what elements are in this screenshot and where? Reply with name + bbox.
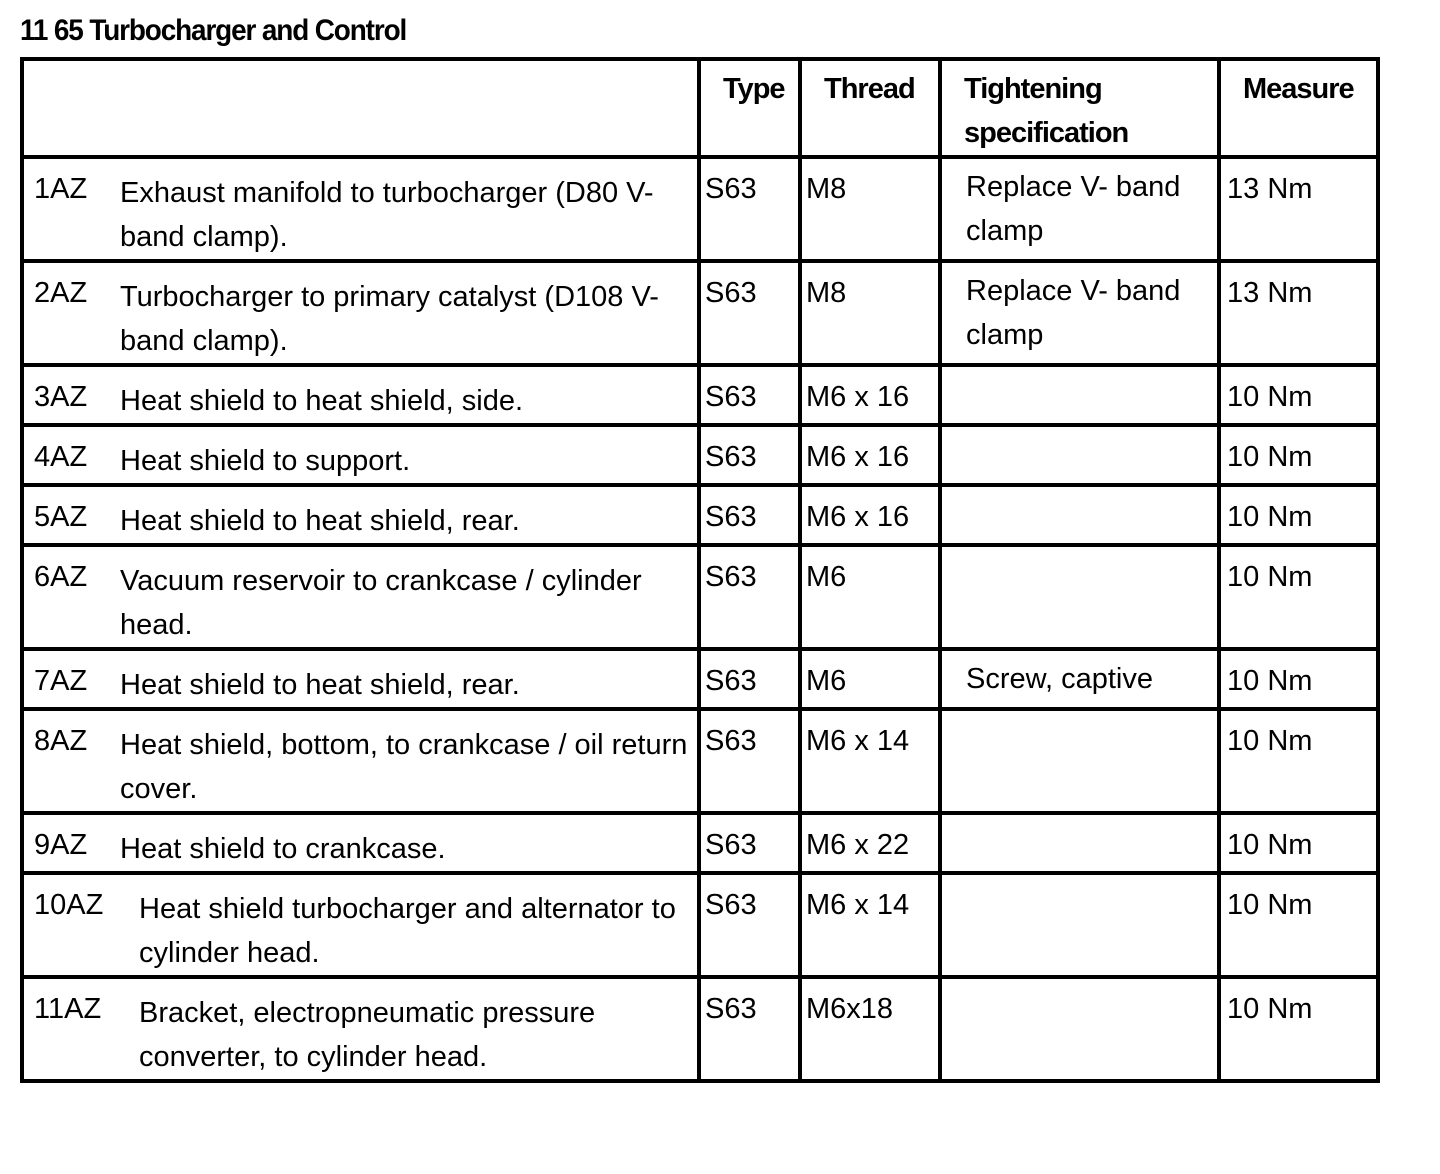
description-cell [22, 873, 699, 977]
thread-value: M6 x 14 [806, 889, 910, 921]
header-measure [1219, 59, 1378, 157]
measure-cell [1219, 977, 1378, 1081]
header-type-label: Type [723, 73, 785, 105]
type-cell [699, 545, 800, 649]
description-cell [22, 425, 699, 485]
type-cell [699, 873, 800, 977]
type-value: S63 [705, 173, 757, 205]
description-cell [22, 709, 699, 813]
thread-cell [800, 649, 940, 709]
thread-value: M8 [806, 277, 847, 309]
type-cell [699, 977, 800, 1081]
thread-value: M6 x 16 [806, 441, 910, 473]
type-value: S63 [705, 665, 757, 697]
description-cell [22, 649, 699, 709]
position-code: 5AZ [34, 501, 88, 533]
table-row [22, 261, 1378, 365]
spec-cell [940, 977, 1219, 1081]
thread-value: M6 [806, 561, 847, 593]
position-code: 8AZ [34, 725, 88, 757]
thread-cell [800, 425, 940, 485]
type-value: S63 [705, 993, 757, 1025]
measure-value: 10 Nm [1227, 889, 1313, 921]
header-type [699, 59, 800, 157]
measure-value: 10 Nm [1227, 829, 1313, 861]
header-tightening-spec [940, 59, 1219, 157]
measure-value: 13 Nm [1227, 277, 1313, 309]
table-row [22, 425, 1378, 485]
type-value: S63 [705, 277, 757, 309]
thread-value: M6 [806, 665, 847, 697]
thread-cell [800, 873, 940, 977]
description-cell [22, 261, 699, 365]
spec-value [942, 367, 1217, 373]
measure-cell [1219, 649, 1378, 709]
measure-cell [1219, 873, 1378, 977]
page-title: 11 65 Turbocharger and Control [20, 14, 407, 47]
description-cell [22, 813, 699, 873]
description-text: Heat shield to support. [120, 445, 411, 477]
position-code: 6AZ [34, 561, 88, 593]
type-cell [699, 649, 800, 709]
table-row [22, 485, 1378, 545]
table-header-row [22, 59, 1378, 157]
description-text: Heat shield, bottom, to crankcase / oil return cover. [120, 729, 688, 805]
torque-spec-table [20, 57, 1380, 1083]
thread-cell [800, 813, 940, 873]
type-cell [699, 157, 800, 261]
header-thread-label: Thread [824, 73, 915, 105]
type-value: S63 [705, 889, 757, 921]
type-cell [699, 709, 800, 813]
type-value: S63 [705, 829, 757, 861]
measure-value: 10 Nm [1227, 561, 1313, 593]
position-code: 3AZ [34, 381, 88, 413]
spec-value [942, 711, 1217, 717]
spec-value: Replace V- band clamp [966, 275, 1181, 351]
header-description [22, 59, 699, 157]
description-cell [22, 365, 699, 425]
description-cell [22, 157, 699, 261]
position-code: 7AZ [34, 665, 88, 697]
spec-cell [940, 873, 1219, 977]
spec-cell [940, 813, 1219, 873]
table-row [22, 545, 1378, 649]
description-cell [22, 977, 699, 1081]
measure-value: 10 Nm [1227, 993, 1313, 1025]
description-text: Turbocharger to primary catalyst (D108 V-band clamp). [120, 281, 659, 357]
measure-cell [1219, 425, 1378, 485]
table-row [22, 649, 1378, 709]
type-cell [699, 813, 800, 873]
measure-value: 10 Nm [1227, 725, 1313, 757]
spec-cell [940, 485, 1219, 545]
spec-value [942, 815, 1217, 821]
measure-value: 13 Nm [1227, 173, 1313, 205]
thread-cell [800, 977, 940, 1081]
type-cell [699, 365, 800, 425]
table-row [22, 813, 1378, 873]
position-code: 1AZ [34, 173, 88, 205]
thread-value: M6 x 22 [806, 829, 910, 861]
table-row [22, 365, 1378, 425]
table-row [22, 709, 1378, 813]
description-text: Heat shield to crankcase. [120, 833, 446, 865]
measure-cell [1219, 157, 1378, 261]
description-cell [22, 545, 699, 649]
description-text: Heat shield to heat shield, side. [120, 385, 524, 417]
type-cell [699, 261, 800, 365]
position-code: 10AZ [34, 889, 104, 921]
table-row [22, 977, 1378, 1081]
spec-cell [940, 261, 1219, 365]
description-text: Vacuum reservoir to crankcase / cylinder head. [120, 565, 642, 641]
spec-value: Replace V- band clamp [966, 171, 1181, 247]
spec-cell [940, 425, 1219, 485]
description-text: Bracket, electropneumatic pressure converter, to cylinder head. [139, 997, 596, 1073]
spec-cell [940, 545, 1219, 649]
header-tightening-spec-label: Tightening specification [964, 73, 1129, 149]
spec-value [942, 487, 1217, 493]
type-value: S63 [705, 561, 757, 593]
measure-value: 10 Nm [1227, 381, 1313, 413]
position-code: 4AZ [34, 441, 88, 473]
thread-value: M6 x 16 [806, 501, 910, 533]
type-cell [699, 425, 800, 485]
spec-cell [940, 157, 1219, 261]
thread-cell [800, 545, 940, 649]
thread-value: M8 [806, 173, 847, 205]
spec-value [942, 547, 1217, 553]
description-cell [22, 485, 699, 545]
measure-value: 10 Nm [1227, 665, 1313, 697]
description-text: Heat shield to heat shield, rear. [120, 505, 520, 537]
measure-cell [1219, 709, 1378, 813]
position-code: 2AZ [34, 277, 88, 309]
thread-cell [800, 365, 940, 425]
measure-cell [1219, 365, 1378, 425]
description-text: Heat shield to heat shield, rear. [120, 669, 520, 701]
spec-cell [940, 709, 1219, 813]
type-cell [699, 485, 800, 545]
type-value: S63 [705, 725, 757, 757]
thread-cell [800, 485, 940, 545]
table-row [22, 873, 1378, 977]
description-text: Heat shield turbocharger and alternator to cylinder head. [139, 893, 676, 969]
type-value: S63 [705, 501, 757, 533]
measure-value: 10 Nm [1227, 501, 1313, 533]
thread-cell [800, 157, 940, 261]
position-code: 11AZ [34, 993, 102, 1025]
measure-value: 10 Nm [1227, 441, 1313, 473]
measure-cell [1219, 813, 1378, 873]
spec-cell [940, 649, 1219, 709]
table-row [22, 157, 1378, 261]
header-measure-label: Measure [1243, 73, 1354, 105]
spec-cell [940, 365, 1219, 425]
spec-value: Screw, captive [966, 663, 1153, 695]
measure-cell [1219, 485, 1378, 545]
thread-value: M6x18 [806, 993, 894, 1025]
type-value: S63 [705, 441, 757, 473]
spec-value [942, 979, 1217, 985]
spec-value [942, 875, 1217, 881]
measure-cell [1219, 261, 1378, 365]
thread-cell [800, 261, 940, 365]
spec-value [942, 427, 1217, 433]
description-text: Exhaust manifold to turbocharger (D80 V-band clamp). [120, 177, 654, 253]
measure-cell [1219, 545, 1378, 649]
thread-value: M6 x 14 [806, 725, 910, 757]
position-code: 9AZ [34, 829, 88, 861]
thread-cell [800, 709, 940, 813]
thread-value: M6 x 16 [806, 381, 910, 413]
type-value: S63 [705, 381, 757, 413]
header-thread [800, 59, 940, 157]
